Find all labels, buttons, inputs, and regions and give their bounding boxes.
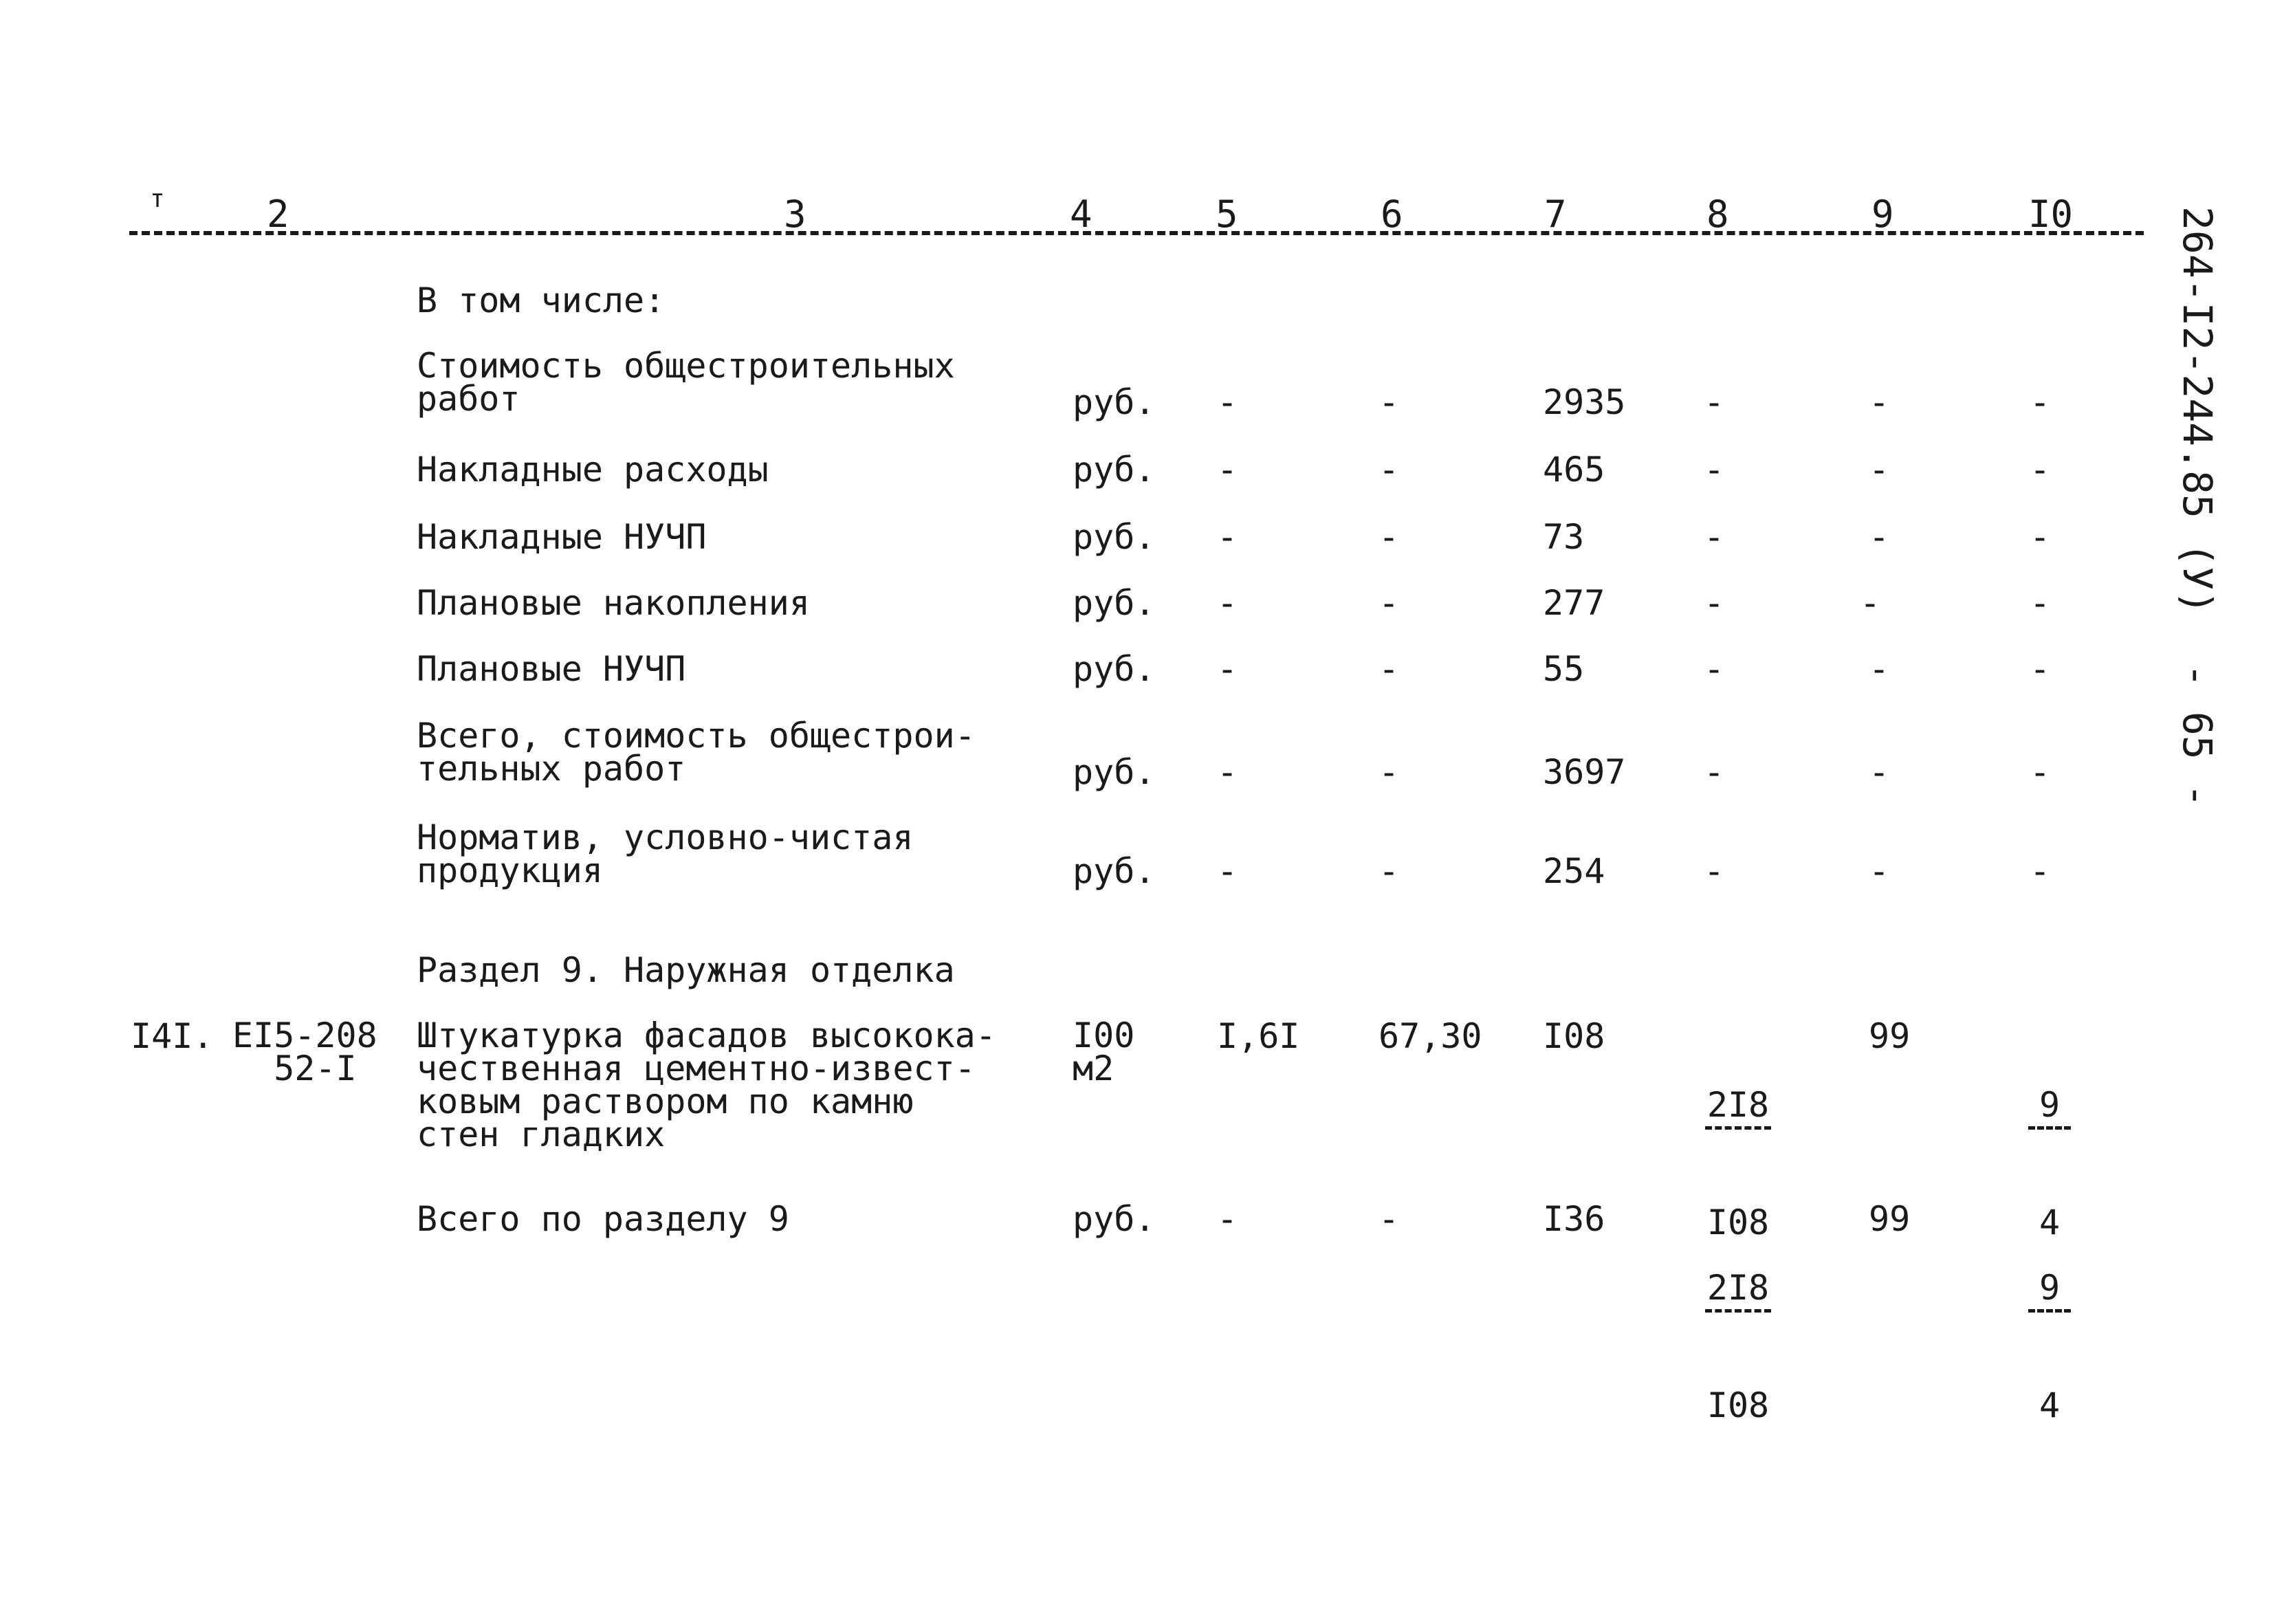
- total-col5: -: [1217, 1199, 1238, 1239]
- row-col5: -: [1217, 752, 1238, 792]
- total-col10-fraction: [2028, 1202, 2071, 1491]
- item-col9: 99: [1869, 1016, 1911, 1056]
- item-name: Штукатурка фасадов высокока- чественная цементно-извест- ковым раствором по камню стен гладких: [417, 1016, 996, 1154]
- column-header-8: 8: [1706, 193, 1729, 236]
- row-col8: -: [1704, 851, 1725, 891]
- row-unit: руб.: [1073, 450, 1156, 490]
- row-col10: -: [2030, 583, 2051, 623]
- row-col6: -: [1379, 382, 1400, 422]
- row-col8: -: [1704, 517, 1725, 557]
- row-name: Плановые накопления: [417, 583, 810, 623]
- column-header-2: 2: [267, 193, 289, 236]
- row-col6: -: [1379, 649, 1400, 689]
- header-rule: [129, 231, 2144, 235]
- column-header-7: 7: [1544, 193, 1567, 236]
- row-col6: -: [1379, 851, 1400, 891]
- fraction-denominator: I08: [1706, 1203, 1770, 1242]
- item-col6: 67,30: [1379, 1016, 1482, 1056]
- row-col7: 55: [1543, 649, 1585, 689]
- row-col7: 2935: [1543, 382, 1626, 422]
- row-unit: руб.: [1073, 752, 1156, 792]
- fraction-numerator: 2I8: [1705, 1271, 1771, 1313]
- fraction-numerator: 9: [2028, 1088, 2071, 1130]
- row-name: Накладные НУЧП: [417, 517, 707, 557]
- column-header-10: I0: [2028, 193, 2074, 236]
- row-name: Стоимость общестроительных работ: [417, 346, 955, 419]
- row-col8: -: [1704, 382, 1725, 422]
- row-col5: -: [1217, 851, 1238, 891]
- row-col8: -: [1704, 450, 1725, 490]
- row-col10: -: [2030, 649, 2051, 689]
- row-unit: руб.: [1073, 583, 1156, 623]
- page-number-label: - 65 -: [2174, 663, 2221, 808]
- row-col5: -: [1217, 583, 1238, 623]
- column-header-6: 6: [1381, 193, 1403, 236]
- row-unit: руб.: [1073, 382, 1156, 422]
- row-col9: -: [1869, 851, 1890, 891]
- row-col7: 465: [1543, 450, 1605, 490]
- row-col9: -: [1869, 649, 1890, 689]
- row-col6: -: [1379, 752, 1400, 792]
- column-header-5: 5: [1216, 193, 1238, 236]
- total-name: Всего по разделу 9: [417, 1199, 789, 1239]
- row-col7: 277: [1543, 583, 1605, 623]
- column-header-9: 9: [1871, 193, 1894, 236]
- row-col10: -: [2030, 752, 2051, 792]
- row-col9: -: [1860, 583, 1881, 623]
- column-header-1: т: [150, 185, 165, 213]
- row-unit: руб.: [1073, 851, 1156, 891]
- row-col8: -: [1704, 752, 1725, 792]
- row-name: Всего, стоимость общестрои- тельных работ: [417, 716, 976, 789]
- row-col7: 3697: [1543, 752, 1626, 792]
- fraction-denominator: 4: [2039, 1203, 2061, 1242]
- fraction-numerator: 2I8: [1705, 1088, 1771, 1130]
- row-col7: 254: [1543, 851, 1605, 891]
- row-col8: -: [1704, 583, 1725, 623]
- row-col10: -: [2030, 851, 2051, 891]
- column-header-4: 4: [1070, 193, 1092, 236]
- row-unit: руб.: [1073, 649, 1156, 689]
- column-header-3: 3: [784, 193, 806, 236]
- total-col6: -: [1379, 1199, 1400, 1239]
- row-col5: -: [1217, 450, 1238, 490]
- section-title: Раздел 9. Наружная отделка: [417, 950, 955, 990]
- row-col9: -: [1869, 517, 1890, 557]
- row-name: Накладные расходы: [417, 450, 769, 490]
- row-col10: -: [2030, 450, 2051, 490]
- item-code: ЕI5-208 52-I: [232, 1016, 377, 1088]
- total-col9: 99: [1869, 1199, 1911, 1239]
- item-number: I4I.: [131, 1016, 214, 1056]
- row-name: Плановые НУЧП: [417, 649, 686, 689]
- intro-text: В том числе:: [417, 281, 666, 320]
- row-col5: -: [1217, 382, 1238, 422]
- total-unit: руб.: [1073, 1199, 1156, 1239]
- fraction-denominator: I08: [1706, 1385, 1770, 1425]
- row-col9: -: [1869, 752, 1890, 792]
- item-unit: I00 м2: [1073, 1016, 1135, 1088]
- row-col6: -: [1379, 517, 1400, 557]
- row-col10: -: [2030, 382, 2051, 422]
- item-col5: I,6I: [1217, 1016, 1300, 1056]
- total-col7: I36: [1543, 1199, 1605, 1239]
- total-col8-fraction: [1705, 1202, 1771, 1491]
- row-col10: -: [2030, 517, 2051, 557]
- row-name: Норматив, условно-чистая продукция: [417, 818, 914, 890]
- row-unit: руб.: [1073, 517, 1156, 557]
- row-col7: 73: [1543, 517, 1585, 557]
- row-col8: -: [1704, 649, 1725, 689]
- row-col9: -: [1869, 450, 1890, 490]
- document-code-label: 264-I2-244.85 (У): [2174, 206, 2221, 615]
- row-col5: -: [1217, 517, 1238, 557]
- fraction-denominator: 4: [2039, 1385, 2061, 1425]
- row-col9: -: [1869, 382, 1890, 422]
- row-col6: -: [1379, 450, 1400, 490]
- row-col5: -: [1217, 649, 1238, 689]
- row-col6: -: [1379, 583, 1400, 623]
- fraction-numerator: 9: [2028, 1271, 2071, 1313]
- item-col7: I08: [1543, 1016, 1605, 1056]
